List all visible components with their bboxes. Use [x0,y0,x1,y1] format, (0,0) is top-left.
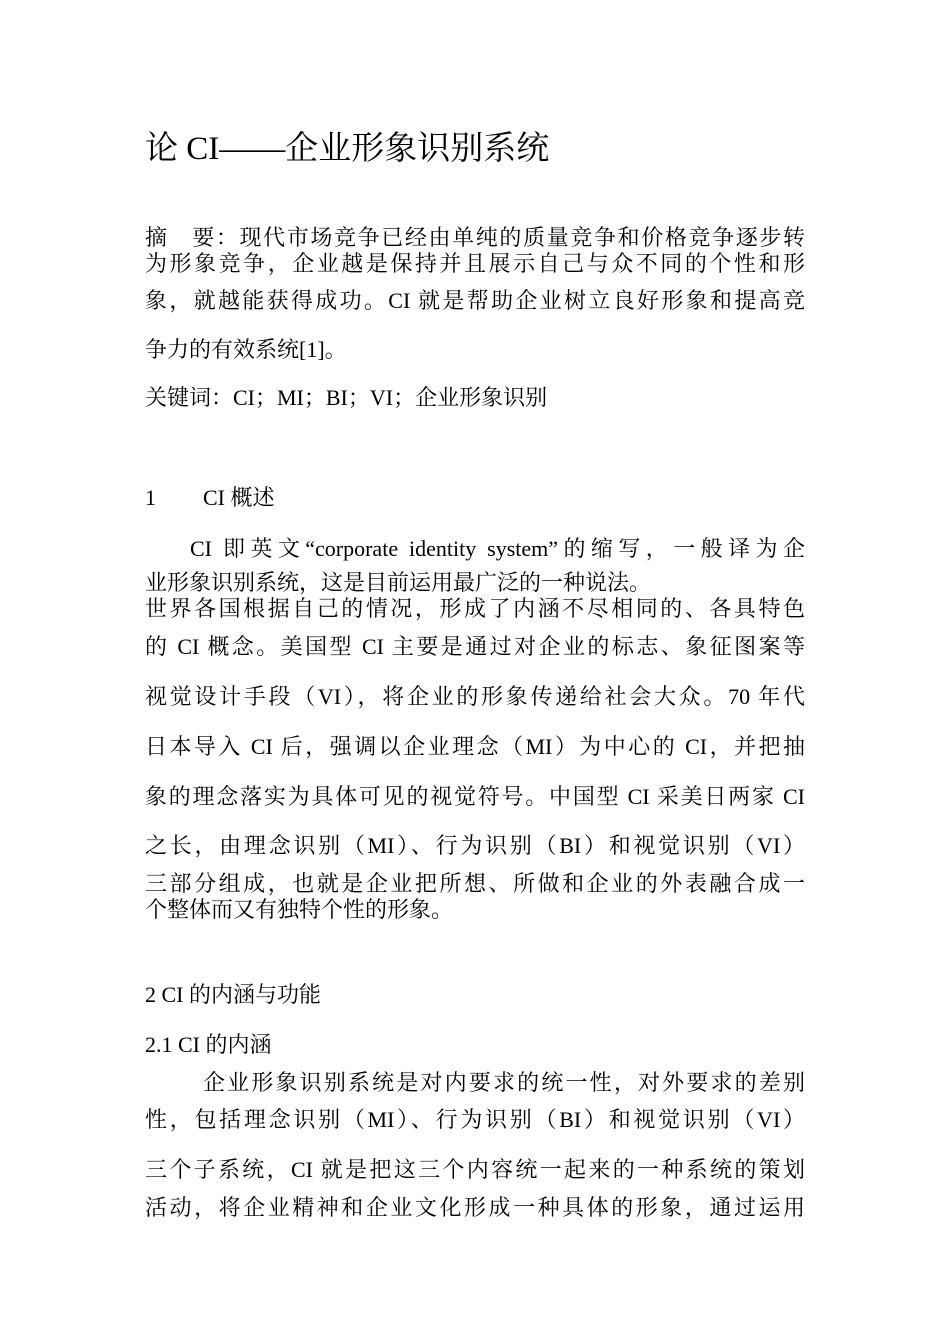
paragraph-line: 日本导入 CI 后，强调以企业理念（MI）为中心的 CI，并把抽 [145,734,805,759]
section-1-title: CI 概述 [203,485,275,510]
paragraph-line: 个整体而又有独特个性的形象。 [145,897,454,922]
paragraph-line: 象的理念落实为具体可见的视觉符号。中国型 CI 采美日两家 CI [145,784,805,809]
paragraph-line: 视觉设计手段（VI），将企业的形象传递给社会大众。70 年代 [145,684,805,709]
abstract-line: 为形象竞争，企业越是保持并且展示自己与众不同的个性和形 [145,251,805,276]
keywords: 关键词：CI；MI；BI；VI；企业形象识别 [145,385,548,410]
paragraph-line: 业形象识别系统，这是目前运用最广泛的一种说法。 [145,570,652,595]
paragraph-line: 的 CI 概念。美国型 CI 主要是通过对企业的标志、象征图案等 [145,634,805,659]
paragraph-line: 活动，将企业精神和企业文化形成一种具体的形象，通过运用 [145,1195,805,1220]
section-2-heading: 2 CI 的内涵与功能 [145,982,322,1007]
paragraph-line: 之长，由理念识别（MI）、行为识别（BI）和视觉识别（VI） [145,833,805,858]
document-title: 论 CI——企业形象识别系统 [145,131,550,167]
abstract-line: 争力的有效系统[1]。 [145,337,347,362]
abstract-line: 摘 要：现代市场竞争已经由单纯的质量竞争和价格竞争逐步转 [145,225,805,250]
paragraph-line: 企业形象识别系统是对内要求的统一性，对外要求的差别 [203,1070,805,1095]
paragraph-line: 三个子系统，CI 就是把这三个内容统一起来的一种系统的策划 [145,1157,805,1182]
paragraph-line: 性，包括理念识别（MI）、行为识别（BI）和视觉识别（VI） [145,1107,805,1132]
paragraph-line: 三部分组成，也就是企业把所想、所做和企业的外表融合成一 [145,871,805,896]
paragraph-line: CI 即英文“corporate identity system”的缩写，一般译为企 [190,536,805,561]
section-1-number: 1 [145,485,156,510]
abstract-line: 象，就越能获得成功。CI 就是帮助企业树立良好形象和提高竞 [145,288,805,313]
paragraph-line: 世界各国根据自己的情况，形成了内涵不尽相同的、各具特色 [145,596,805,621]
section-1-heading [145,484,275,512]
subsection-2-1-heading: 2.1 CI 的内涵 [145,1032,272,1057]
